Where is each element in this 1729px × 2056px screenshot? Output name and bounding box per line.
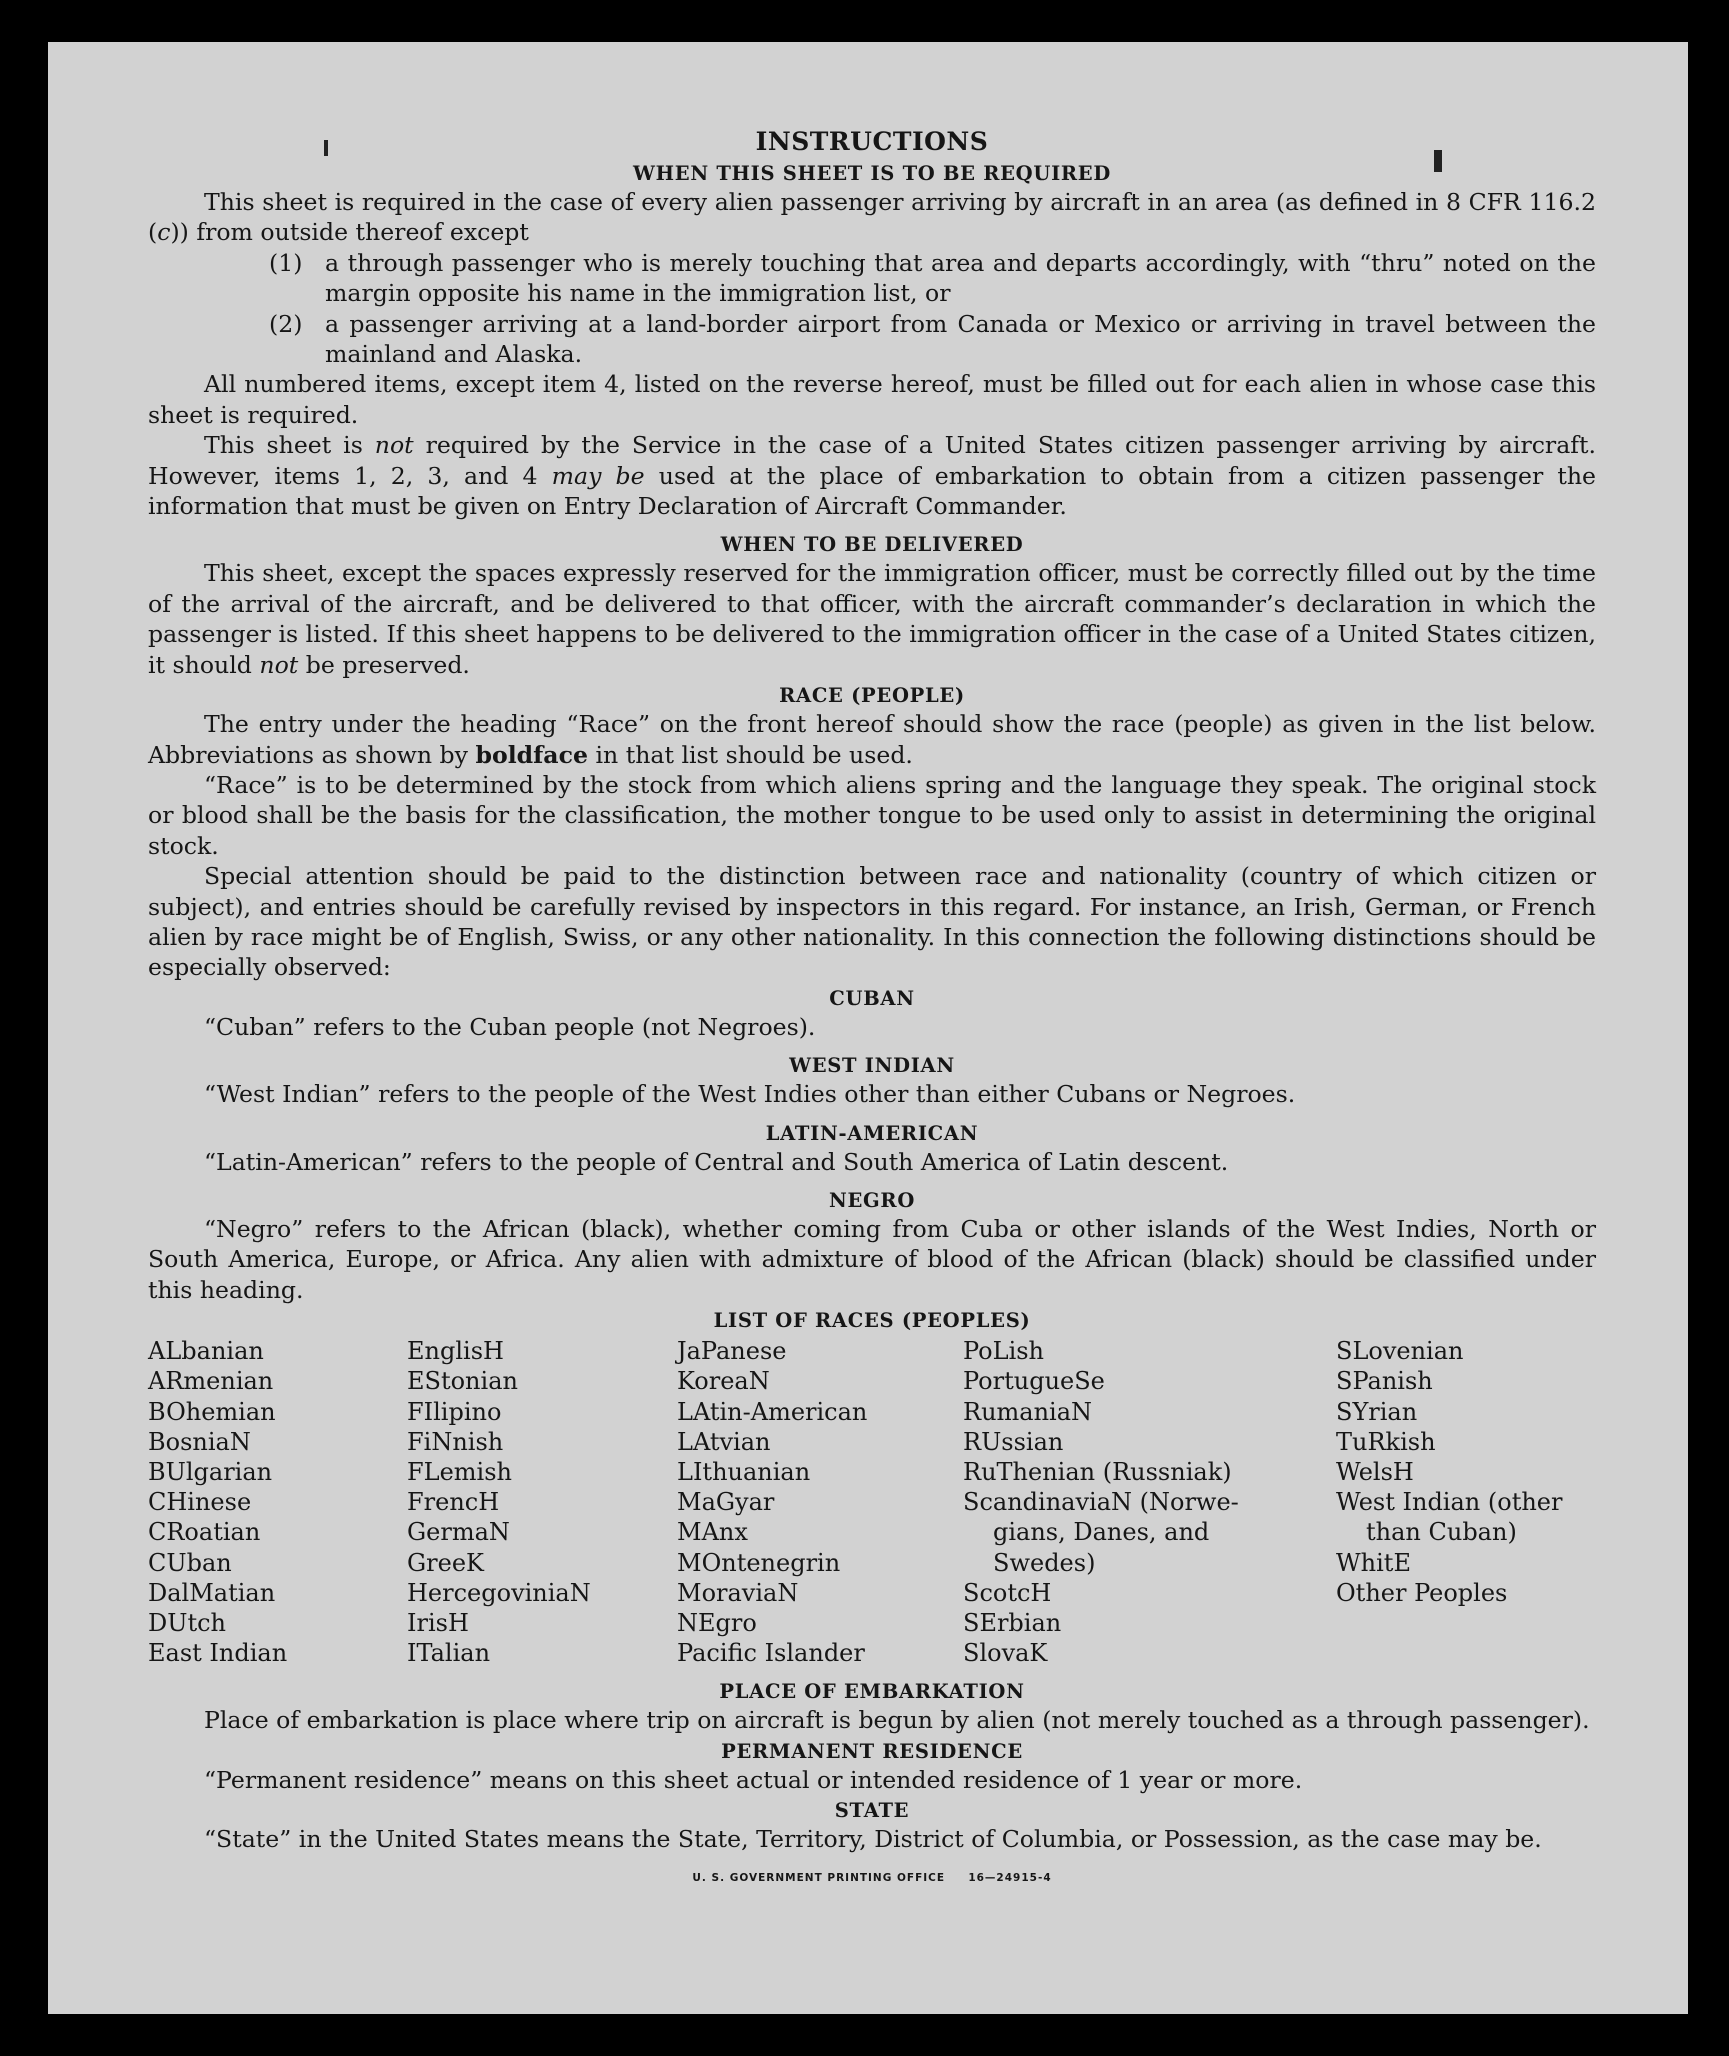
race-entry: FLemish [407, 1458, 512, 1486]
race-entry: FiNnish [407, 1427, 504, 1456]
race-entry: PoLish [963, 1337, 1045, 1366]
race-entry: EnglisH [407, 1337, 504, 1366]
race-entry: CHinese [148, 1488, 252, 1517]
race-entry: SLovenian [1336, 1337, 1464, 1366]
race-column [407, 1336, 677, 1668]
race-entry: RuThenian (Russniak) [963, 1458, 1232, 1486]
section-heading-race: RACE (PEOPLE) [779, 684, 965, 708]
item-number: (1) [269, 248, 303, 277]
section-heading-delivered: WHEN TO BE DELIVERED [720, 533, 1024, 557]
section-heading-embarkation: PLACE OF EMBARKATION [719, 1680, 1025, 1704]
race-entry: WelsH [1336, 1458, 1414, 1486]
list-item [269, 309, 1596, 370]
race-entry: RumaniaN [963, 1397, 1093, 1426]
paragraph: “Negro” refers to the African (black), whether coming from Cuba or other islands of the West Indies, North or South America, Europe, or Africa. Any alien with admixture of blood of the African (black) should be classified under this heading. [148, 1214, 1596, 1304]
section-heading-races: LIST OF RACES (PEOPLES) [713, 1309, 1031, 1333]
race-column [677, 1336, 963, 1668]
race-entry: ALbanian [148, 1337, 264, 1366]
paragraph: “West Indian” refers to the people of the West Indies other than either Cubans or Negroes. [204, 1080, 1296, 1109]
race-entry: HercegoviniaN [407, 1578, 591, 1607]
race-entry: NEgro [677, 1609, 757, 1638]
race-entry: EStonian [407, 1367, 518, 1396]
paragraph: “Race” is to be determined by the stock from which aliens spring and the language they speak. The original stock or blood shall be the basis for the classification, the mother tongue to be used only to assist in determining the original stock. [148, 770, 1596, 860]
paragraph: This sheet is required in the case of every alien passenger arriving by aircraft in an area (as defined in 8 CFR 116.2 (c)) from outside thereof except [148, 188, 1596, 247]
race-entry: JaPanese [677, 1337, 787, 1366]
section-heading-negro: NEGRO [828, 1188, 916, 1212]
page-title: INSTRUCTIONS [755, 127, 989, 156]
paragraph: This sheet is not required by the Service in the case of a United States citizen passenger arriving by aircraft. However, items 1, 2, 3, and 4 may be used at the place of embarkation to obtain from a citizen passenger the information that must be given on Entry Declaration of Aircraft Commander. [148, 431, 1597, 521]
paragraph: Special attention should be paid to the distinction between race and nationality (country of which citizen or subject), and entries should be carefully revised by inspectors in this regard. For instance, an Irish, German, or French alien by race might be of English, Swiss, or any other nationality. In this connection the following distinctions should be especially observed: [148, 862, 1596, 982]
paragraph: The entry under the heading “Race” on the front hereof should show the race (people) as given in the list below. Abbreviations as shown by boldface in that list should be used. [148, 710, 1596, 769]
race-entry: KoreaN [677, 1367, 770, 1396]
paragraph: All numbered items, except item 4, listed on the reverse hereof, must be filled out for each alien in whose case this sheet is required. [148, 370, 1596, 429]
race-entry: ARmenian [148, 1367, 274, 1396]
paragraph: “Permanent residence” means on this sheet actual or intended residence of 1 year or more. [204, 1765, 1303, 1794]
race-entry: gians, Danes, and [993, 1518, 1210, 1547]
race-entry: than Cuban) [1366, 1518, 1517, 1547]
paragraph: “Cuban” refers to the Cuban people (not Negroes). [204, 1012, 816, 1041]
item-text: a through passenger who is merely touching that area and departs accordingly, with “thru” noted on the margin opposite his name in the immigration list, or [325, 248, 1596, 308]
race-entry: BUlgarian [148, 1458, 273, 1486]
race-entry: Pacific Islander [677, 1639, 865, 1668]
race-entry: MoraviaN [677, 1578, 799, 1607]
section-heading-residence: PERMANENT RESIDENCE [721, 1739, 1023, 1763]
race-entry: SYrian [1336, 1397, 1418, 1426]
race-entry: LAtvian [677, 1427, 771, 1456]
section-heading-west-indian: WEST INDIAN [789, 1054, 955, 1078]
race-entry: LAtin-American [677, 1397, 868, 1426]
printer-imprint: U. S. GOVERNMENT PRINTING OFFICE 16—24915-4 [692, 1871, 1052, 1884]
punch-mark [324, 140, 328, 156]
race-entry: ScandinaviaN (Norwe- [963, 1488, 1239, 1517]
race-column [963, 1336, 1336, 1668]
race-entry: Swedes) [993, 1548, 1096, 1577]
item-number: (2) [269, 309, 303, 338]
race-list [148, 1336, 1596, 1668]
paragraph: “State” in the United States means the State, Territory, District of Columbia, or Possession, as the case may be. [204, 1825, 1542, 1854]
race-entry: LIthuanian [677, 1458, 811, 1486]
race-entry: MAnx [677, 1518, 748, 1547]
race-entry: MOntenegrin [677, 1548, 841, 1577]
paragraph: Place of embarkation is place where trip on aircraft is begun by alien (not merely touched as a through passenger). [204, 1706, 1590, 1735]
section-heading-cuban: CUBAN [829, 986, 915, 1010]
race-entry: TuRkish [1336, 1427, 1436, 1456]
race-entry: SErbian [963, 1609, 1062, 1638]
race-entry: SlovaK [963, 1639, 1048, 1668]
race-entry: PortugueSe [963, 1367, 1105, 1396]
race-entry: CRoatian [148, 1518, 261, 1547]
race-entry: FIlipino [407, 1397, 502, 1426]
race-entry: CUban [148, 1548, 232, 1577]
race-entry: Other Peoples [1336, 1578, 1508, 1607]
section-heading-latin-american: LATIN-AMERICAN [765, 1121, 979, 1145]
race-entry: ScotcH [963, 1578, 1052, 1607]
item-text: a passenger arriving at a land-border airport from Canada or Mexico or arriving in travel between the mainland and Alaska. [325, 309, 1596, 369]
race-entry: FrencH [407, 1488, 500, 1517]
race-column [1336, 1336, 1596, 1668]
section-heading-required: WHEN THIS SHEET IS TO BE REQUIRED [633, 162, 1111, 185]
race-entry: GermaN [407, 1518, 510, 1547]
document-page [48, 42, 1688, 2014]
race-entry: IrisH [407, 1609, 469, 1638]
list-item [269, 248, 1596, 309]
race-entry: WhitE [1336, 1548, 1411, 1577]
paragraph: This sheet, except the spaces expressly reserved for the immigration officer, must be correctly filled out by the time of the arrival of the aircraft, and be delivered to that officer, with the aircraft commander’s declaration in which the passenger is listed. If this sheet happens to be delivered to the immigration officer in the case of a United States citizen, it should not be preserved. [148, 559, 1596, 679]
race-entry: RUssian [963, 1427, 1064, 1456]
race-entry: ITalian [407, 1639, 491, 1668]
race-entry: SPanish [1336, 1367, 1433, 1396]
race-entry: DalMatian [148, 1578, 276, 1607]
punch-mark [1434, 150, 1442, 172]
instructions-text [148, 126, 1596, 1893]
race-entry: BOhemian [148, 1397, 276, 1426]
race-entry: MaGyar [677, 1488, 775, 1517]
section-heading-state: STATE [834, 1799, 910, 1823]
race-entry: GreeK [407, 1548, 484, 1577]
race-entry: BosniaN [148, 1427, 251, 1456]
paragraph: “Latin-American” refers to the people of Central and South America of Latin descent. [204, 1147, 1229, 1176]
race-entry: West Indian (other [1336, 1488, 1563, 1517]
race-entry: DUtch [148, 1609, 227, 1638]
race-column [148, 1336, 407, 1668]
race-entry: East Indian [148, 1639, 288, 1668]
